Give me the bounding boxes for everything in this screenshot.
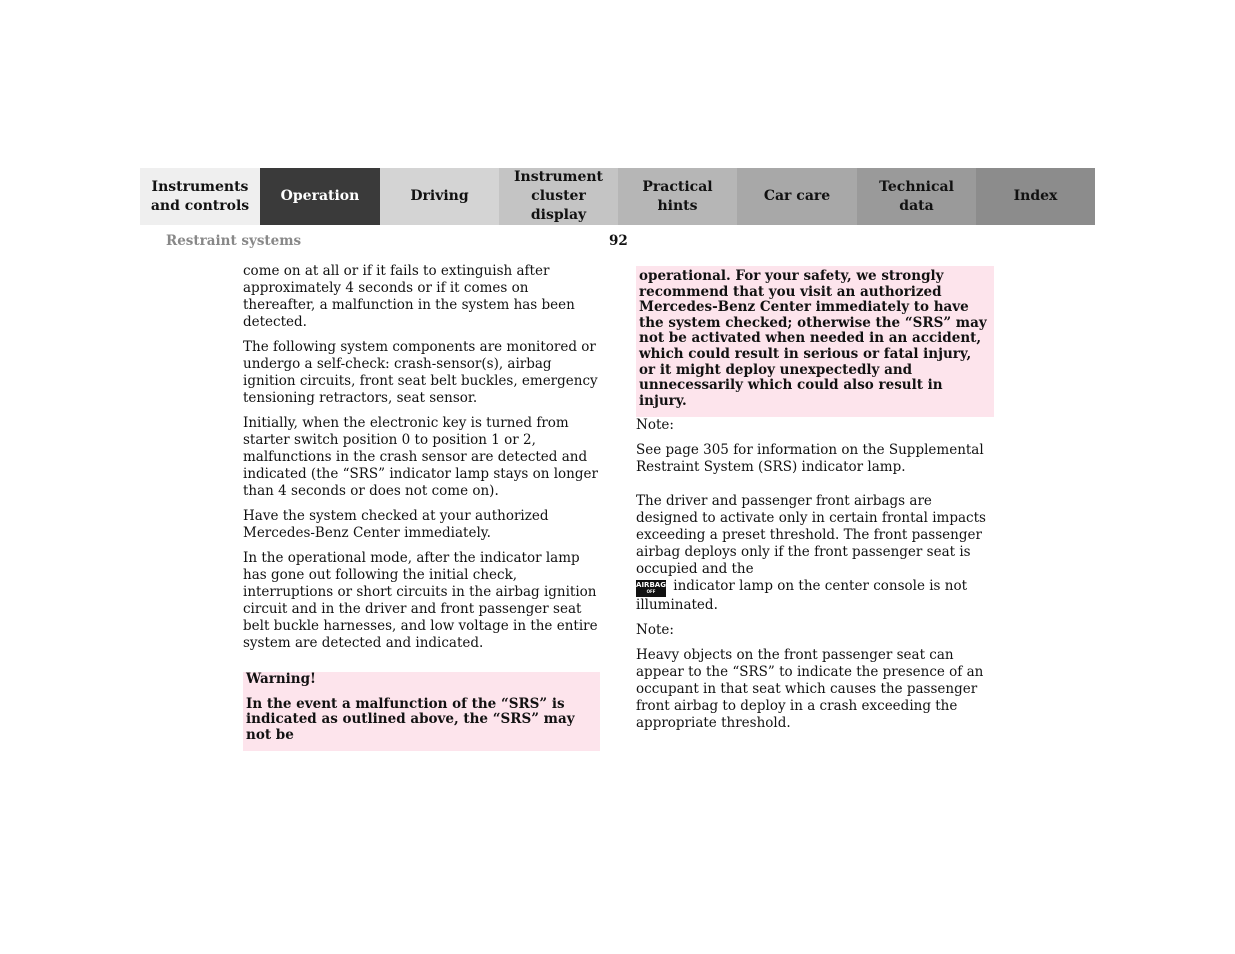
note-text: See page 305 for information on the Supplemental Restraint System (SRS) indicator lamp.: [636, 442, 984, 476]
tab-operation[interactable]: Operation: [260, 168, 380, 225]
airbag-off-icon: [636, 580, 666, 597]
tab-index[interactable]: Index: [976, 168, 1095, 225]
airbag-paragraph-end: indicator lamp on the center console is not illuminated.: [636, 578, 968, 614]
paragraph: In the operational mode, after the indicator lamp has gone out following the initial check, interruptions or short circuits in the airbag ignition circuit and in the driver and front passenger seat belt buckle harnesses, and low voltage in the entire system are detected and indicated.: [243, 550, 598, 651]
warning-text: operational. For your safety, we strongly recommend that you visit an authorized Mercedes-Benz Center immediately to have the system checked; otherwise the “SRS” may not be activated when needed in an accident, which could result in serious or fatal injury, or it might deploy unexpectedly and unnecessarily which could also result in injury.: [639, 268, 987, 409]
warning-box-continued: [636, 266, 994, 417]
tab-instrument-cluster-display[interactable]: Instrument cluster display: [499, 168, 618, 225]
chapter-tabs: [140, 168, 1095, 225]
paragraph: come on at all or if it fails to extinguish after approximately 4 seconds or if it comes on thereafter, a malfunction in the system has been detected.: [243, 263, 575, 330]
warning-text: In the event a malfunction of the “SRS” is indicated as outlined above, the “SRS” may not be: [246, 695, 575, 743]
paragraph: Initially, when the electronic key is turned from starter switch position 0 to position 1 or 2, malfunctions in the crash sensor are detected and indicated (the “SRS” indicator lamp stays on longer than 4 seconds or does not come on).: [243, 415, 598, 499]
warning-title: Warning!: [246, 671, 316, 687]
note-label: Note:: [636, 622, 674, 639]
tab-driving[interactable]: Driving: [380, 168, 499, 225]
section-title: Restraint systems: [166, 233, 302, 249]
airbag-icon-text: AIRBAG: [636, 581, 666, 590]
airbag-icon-sub: OFF: [646, 589, 656, 595]
tab-technical-data[interactable]: Technical data: [857, 168, 976, 225]
paragraph: Have the system checked at your authorized Mercedes-Benz Center immediately.: [243, 508, 549, 541]
airbag-paragraph-start: The driver and passenger front airbags are designed to activate only in certain frontal impacts exceeding a preset threshold. The front passenger airbag deploys only if the front passenger seat is occupied and the: [636, 493, 986, 578]
tab-car-care[interactable]: Car care: [737, 168, 857, 225]
note-label: Note:: [636, 417, 674, 434]
warning-box: [243, 672, 600, 751]
airbag-paragraph: [636, 493, 994, 614]
tab-practical-hints[interactable]: Practical hints: [618, 168, 737, 225]
tab-instruments-and-controls[interactable]: Instruments and controls: [140, 168, 260, 225]
note-text: Heavy objects on the front passenger seat can appear to the “SRS” to indicate the presence of an occupant in that seat which causes the passenger front airbag to deploy in a crash exceeding the appropriate threshold.: [636, 647, 984, 732]
right-column: [636, 266, 994, 740]
page-number: 92: [609, 233, 628, 249]
paragraph: The following system components are monitored or undergo a self-check: crash-sensor(s), airbag ignition circuits, front seat belt buckles, emergency tensioning retractors, seat sensor.: [243, 339, 598, 406]
left-column: [243, 263, 603, 751]
